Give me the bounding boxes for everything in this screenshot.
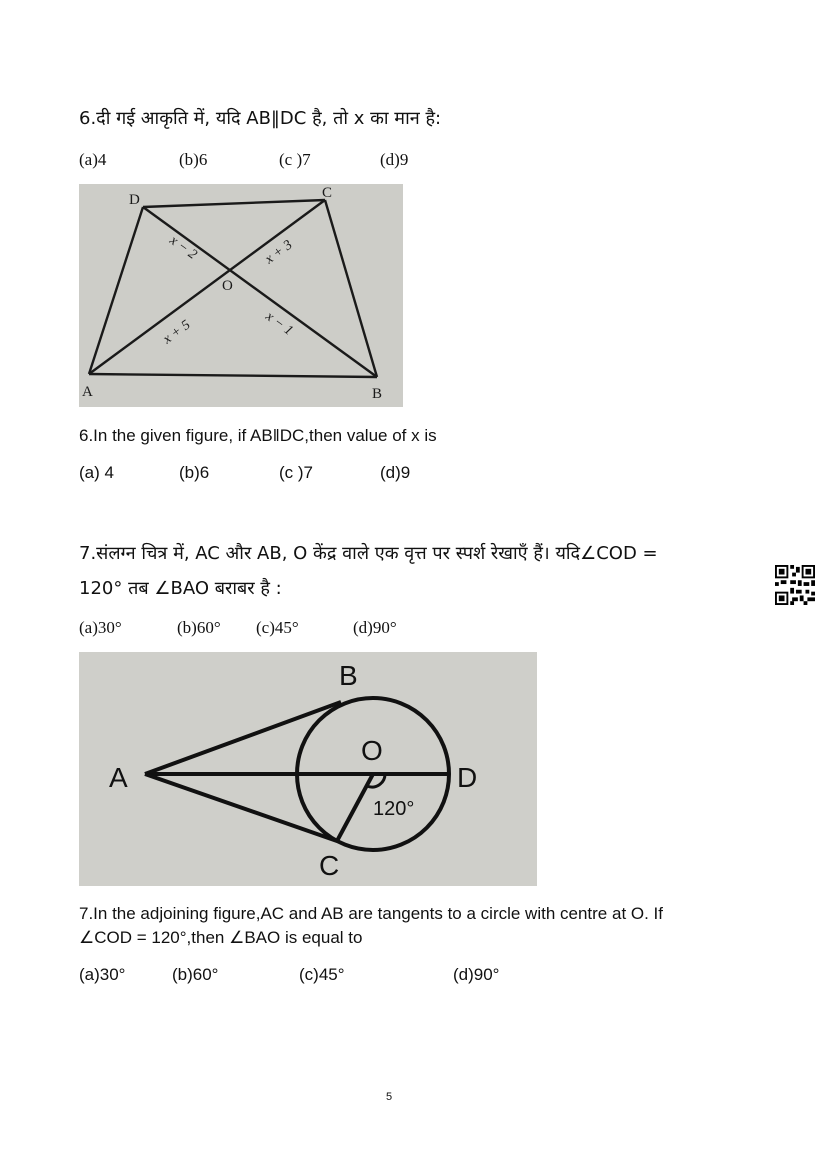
segment-ob-label: x − 1 bbox=[262, 309, 296, 339]
q6-en-option-c: (c )7 bbox=[279, 463, 313, 482]
q7-tangent-circle-figure bbox=[79, 652, 537, 886]
q7-hindi-line1: 7.संलग्न चित्र में, AC और AB, O केंद्र वाले एक वृत्त पर स्पर्श रेखाएँ हैं। यदि∠COD = bbox=[79, 543, 658, 564]
q6-hi-option-d: (d)9 bbox=[380, 150, 409, 169]
q6-en-option-a: (a) 4 bbox=[79, 463, 114, 482]
qr-code-icon bbox=[775, 565, 815, 605]
angle-120-label: 120° bbox=[373, 798, 415, 820]
q7-hi-option-b: (b)60° bbox=[177, 618, 221, 637]
q7-en-option-a: (a)30° bbox=[79, 965, 126, 984]
q6-en-option-b: (b)6 bbox=[179, 463, 210, 482]
point-c-label: C bbox=[319, 850, 340, 881]
q6-hi-option-a: (a)4 bbox=[79, 150, 107, 169]
page-number: 5 bbox=[386, 1091, 393, 1103]
q6-hi-option-b: (b)6 bbox=[179, 150, 208, 169]
vertex-d-label: D bbox=[129, 192, 140, 208]
q7-hi-option-d: (d)90° bbox=[353, 618, 397, 637]
point-d-label: D bbox=[457, 762, 478, 793]
point-o-label: O bbox=[222, 278, 233, 294]
point-o-label: O bbox=[361, 735, 383, 766]
vertex-b-label: B bbox=[372, 386, 383, 402]
segment-ao-label: x + 5 bbox=[160, 317, 194, 348]
q6-hindi-text: 6.दी गई आकृति में, यदि AB‖DC है, तो x का मान है: bbox=[79, 108, 442, 129]
segment-oc-label: x + 3 bbox=[262, 237, 296, 268]
q7-hi-option-c: (c)45° bbox=[256, 618, 299, 637]
q7-en-option-c: (c)45° bbox=[299, 965, 345, 984]
point-b-label: B bbox=[339, 660, 358, 691]
point-a-label: A bbox=[109, 762, 128, 793]
q6-en-option-d: (d)9 bbox=[380, 463, 411, 482]
q7-hindi-line2: 120° तब ∠BAO बराबर है : bbox=[79, 578, 282, 599]
vertex-c-label: C bbox=[322, 185, 333, 201]
vertex-a-label: A bbox=[82, 384, 93, 400]
q7-en-option-d: (d)90° bbox=[453, 965, 500, 984]
q7-hi-option-a: (a)30° bbox=[79, 618, 122, 637]
q7-english-line1: 7.In the adjoining figure,AC and AB are tangents to a circle with centre at O. If bbox=[79, 904, 664, 923]
q6-hi-option-c: (c )7 bbox=[279, 150, 311, 169]
q7-en-option-b: (b)60° bbox=[172, 965, 219, 984]
segment-do-label: x − 2 bbox=[166, 233, 200, 263]
q7-english-line2: ∠COD = 120°,then ∠BAO is equal to bbox=[79, 928, 363, 947]
q6-english-text: 6.In the given figure, if AB‖DC,then value of x is bbox=[79, 426, 437, 445]
q6-trapezium-figure bbox=[79, 184, 403, 407]
